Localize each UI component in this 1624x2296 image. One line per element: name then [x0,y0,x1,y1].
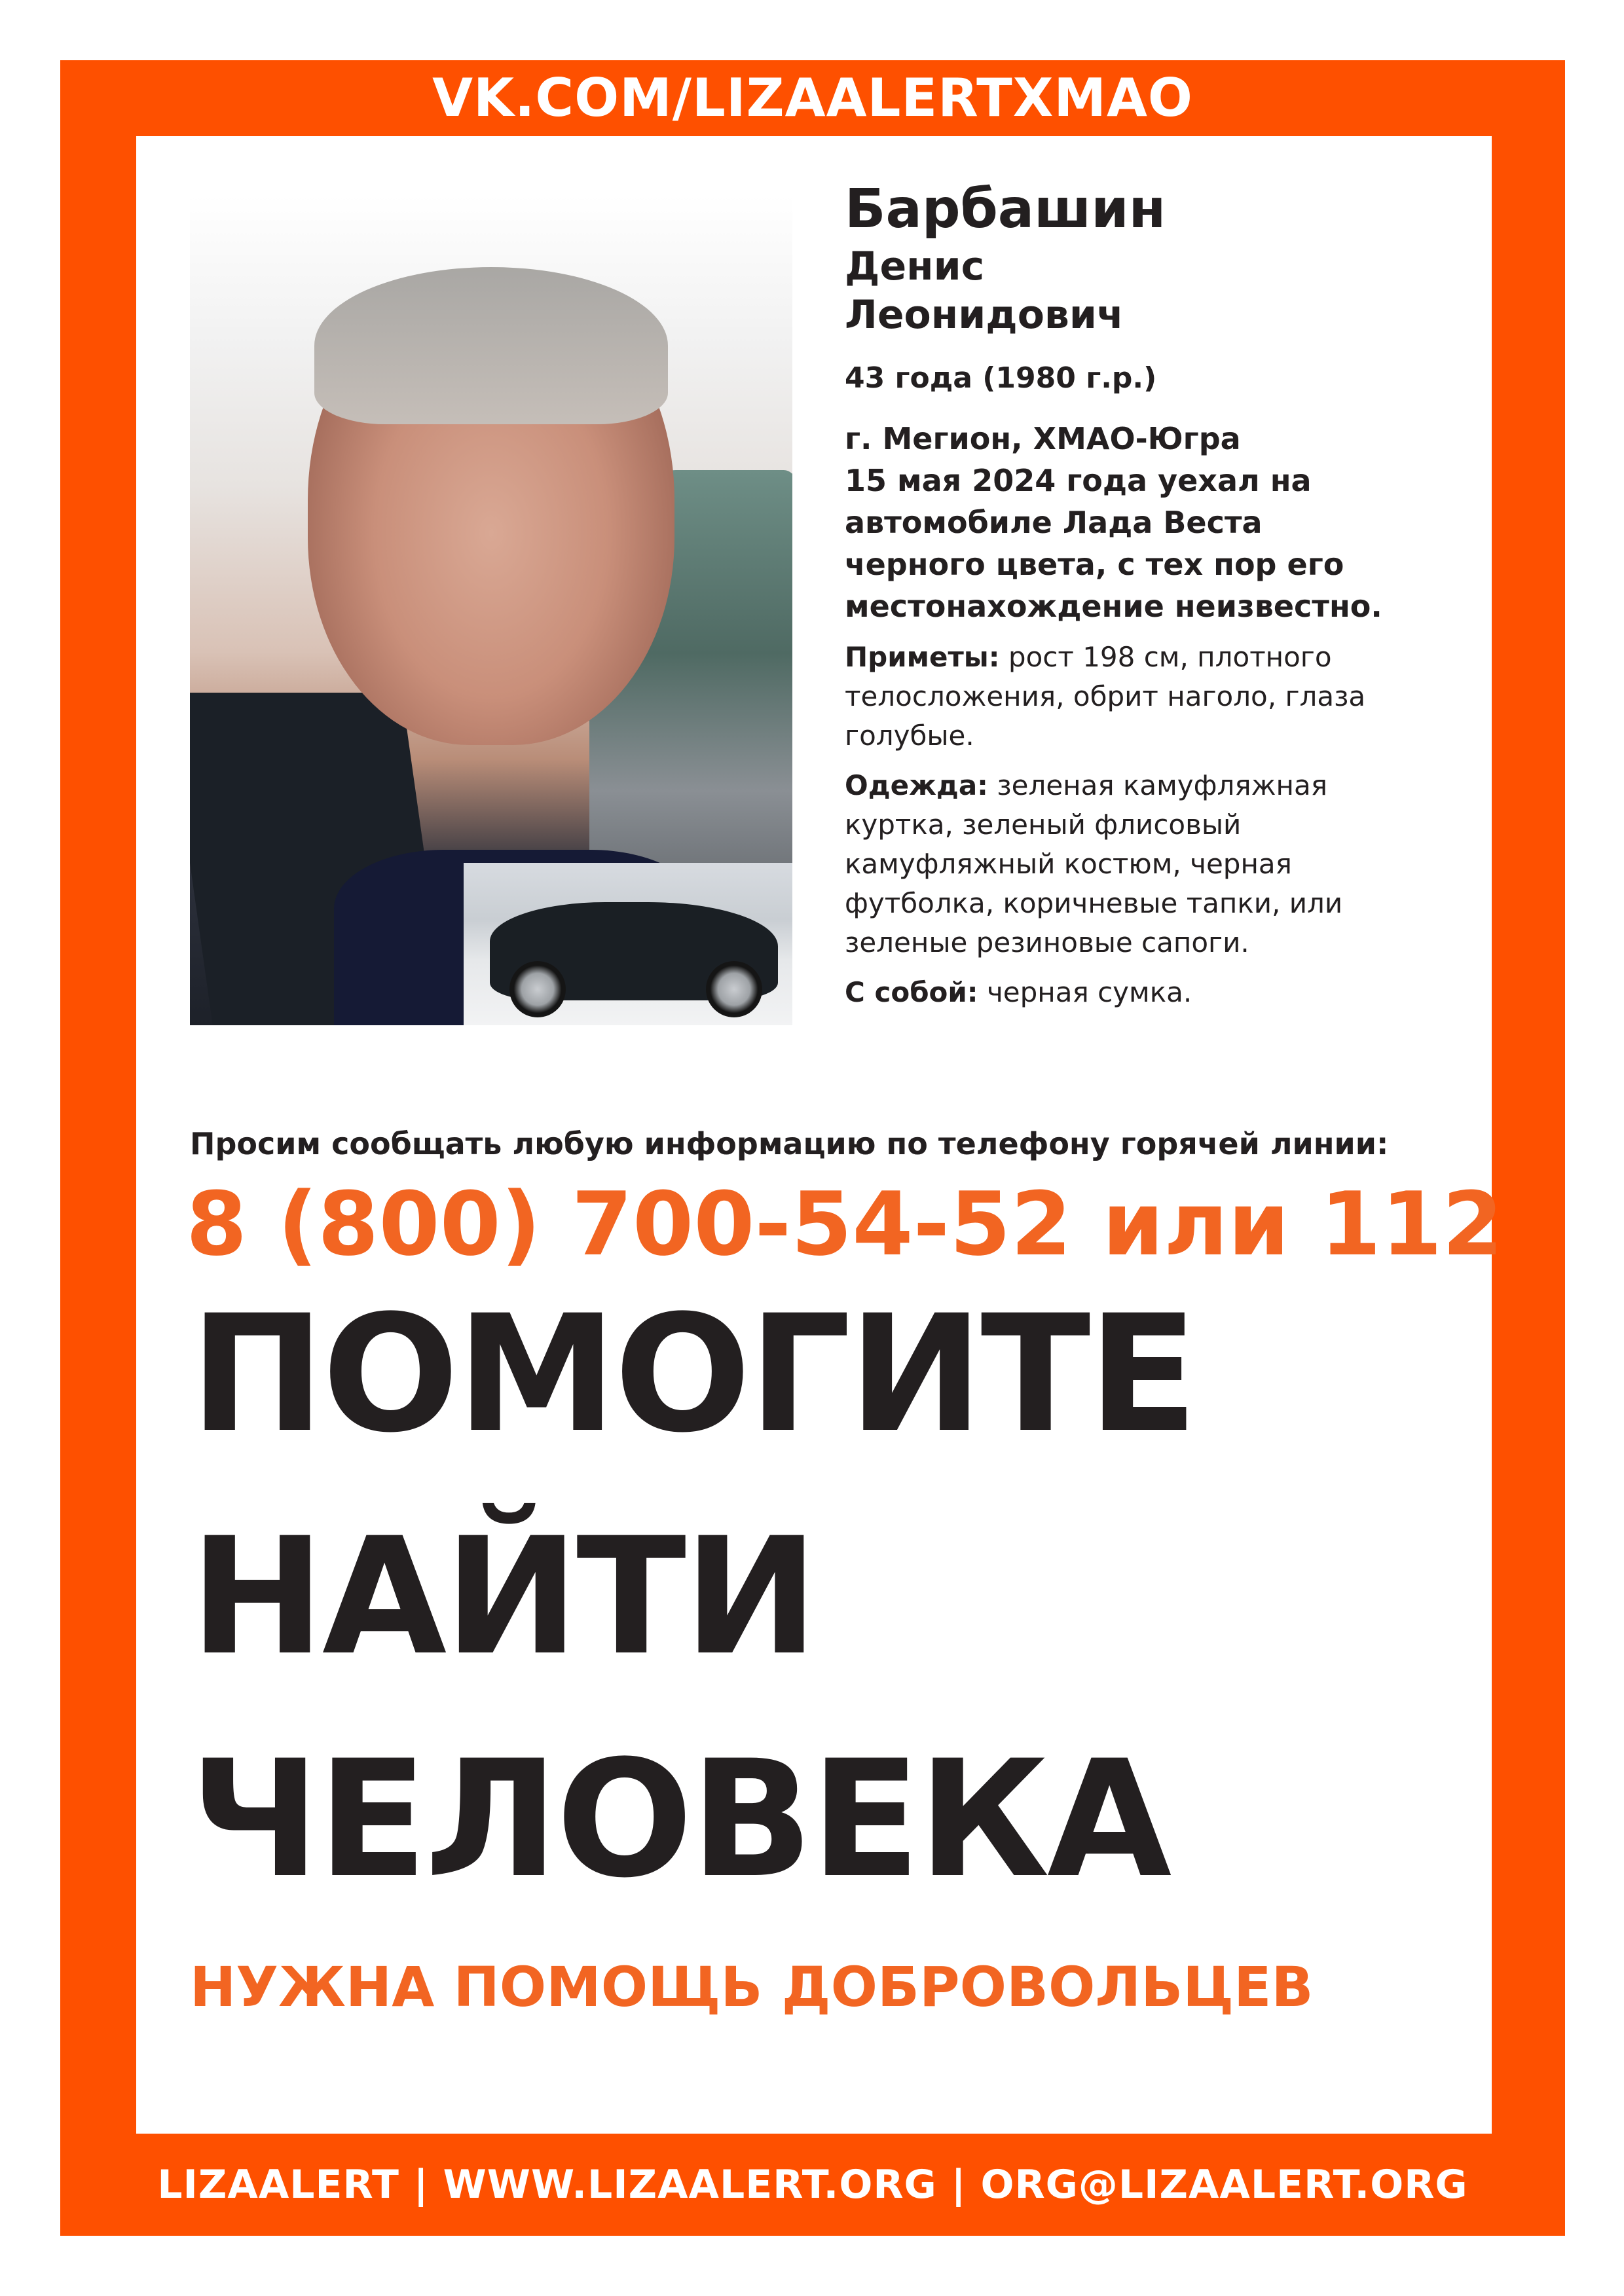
vk-link[interactable]: VK.COM/LIZAALERTXMAO [432,67,1193,128]
items-label: С собой: [845,976,978,1008]
volunteers-needed: НУЖНА ПОМОЩЬ ДОБРОВОЛЬЦЕВ [190,1955,1314,2019]
headline-help: ПОМОГИТЕ [190,1281,1196,1468]
story: г. Мегион, ХМАО-Югра 15 мая 2024 года уехал на автомобиле Лада Веста черного цвета, с тех пор его местонахождение неизвестно. [845,421,1382,624]
items: С собой: черная сумка. [845,976,1192,1008]
surname: Барбашин [845,178,1166,240]
person-info [845,177,1473,1012]
age: 43 года (1980 г.р.) [845,361,1157,395]
clothing: Одежда: зеленая камуфляжная куртка, зеленый флисовый камуфляжный костюм, черная футболка, коричневые тапки, или зеленые резиновые сапоги. [845,769,1343,958]
hotline-phones[interactable]: 8 (800) 700-54-52 или 112 [186,1173,1504,1275]
footer-contacts[interactable]: LIZAALERT | WWW.LIZAALERT.ORG | ORG@LIZAALERT.ORG [157,2162,1468,2208]
headline-find: НАЙТИ [190,1504,816,1691]
headline-person: ЧЕЛОВЕКА [190,1726,1170,1914]
signs-label: Приметы: [845,641,1000,673]
hotline-request: Просим сообщать любую информацию по телефону горячей линии: [190,1126,1389,1161]
first-name: Денис [845,244,985,289]
clothing-label: Одежда: [845,769,988,801]
signs: Приметы: рост 198 см, плотного телосложения, обрит наголо, глаза голубые. [845,641,1366,752]
car-photo [464,863,792,1025]
patronymic: Леонидович [845,292,1124,338]
